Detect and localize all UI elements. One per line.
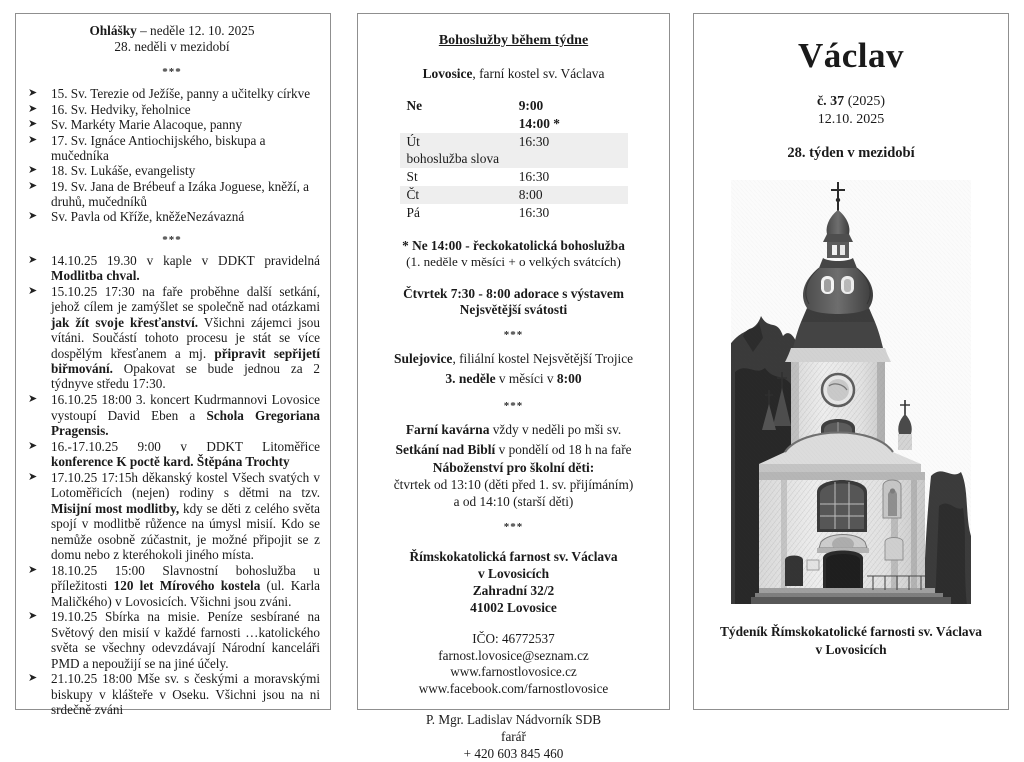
bible-meeting-line bbox=[370, 440, 657, 460]
church-of-st-wenceslas-sketch-icon bbox=[725, 176, 977, 608]
separator-stars-1: *** bbox=[162, 66, 182, 79]
schedule-day: Ne bbox=[406, 98, 423, 113]
arrow-bullet-icon: ➤ bbox=[28, 439, 38, 452]
address-line: 41002 Lovosice bbox=[470, 600, 557, 616]
saint-label: 16. Sv. Hedviky, řeholnice bbox=[51, 101, 191, 117]
event-text-emphasis: konference K poctě kard. Štěpána Trochty bbox=[51, 454, 290, 470]
announcements-title-bold: Ohlášky bbox=[89, 23, 137, 38]
event-text: 18.10.25 15:00 Slavnostní bohoslužba u příležitosti bbox=[51, 562, 320, 594]
table-row bbox=[400, 204, 628, 222]
list-item bbox=[24, 179, 320, 210]
priest-name: P. Mgr. Ladislav Nádvorník SDB bbox=[425, 712, 602, 728]
schedule-time bbox=[519, 150, 628, 168]
arrow-bullet-icon: ➤ bbox=[28, 87, 38, 100]
adoration-line-2: Nejsvětější svátosti bbox=[459, 302, 568, 318]
saints-list bbox=[24, 86, 320, 224]
arrow-bullet-icon: ➤ bbox=[28, 179, 38, 192]
weekly-schedule-table bbox=[400, 97, 628, 222]
event-text: 16.-17.10.25 9:00 v DDKT Litoměřice bbox=[51, 438, 320, 454]
arrow-bullet-icon: ➤ bbox=[28, 563, 38, 576]
sulejovice-time-line bbox=[370, 369, 657, 389]
schedule-time: 8:00 bbox=[519, 186, 628, 204]
table-row bbox=[400, 97, 628, 115]
arrow-bullet-icon: ➤ bbox=[28, 672, 38, 685]
lovosice-parish-line bbox=[370, 66, 657, 82]
announcements-column bbox=[15, 13, 331, 718]
table-row bbox=[400, 150, 628, 168]
list-item bbox=[24, 284, 320, 392]
sulejovice-church-label: , filiální kostel Nejsvětější Trojice bbox=[452, 351, 634, 367]
schedule-day: St bbox=[406, 169, 418, 185]
table-row bbox=[400, 168, 628, 186]
table-row bbox=[400, 186, 628, 204]
caption-line-2: v Lovosicích bbox=[815, 641, 887, 657]
events-list bbox=[24, 253, 320, 718]
arrow-bullet-icon: ➤ bbox=[28, 118, 38, 131]
parish-contact-block bbox=[370, 631, 657, 698]
event-text: (ul. Karla Maličkého) v Lovosicích. Všichni jsou zváni. bbox=[51, 578, 320, 609]
issue-info bbox=[704, 93, 998, 129]
issue-date: 12.10. 2025 bbox=[817, 112, 885, 128]
event-text-emphasis: 120 let Mírového kostela bbox=[113, 578, 261, 594]
arrow-bullet-icon: ➤ bbox=[28, 471, 38, 484]
arrow-bullet-icon: ➤ bbox=[28, 285, 38, 298]
event-text: 17.10.25 17:15h děkanský kostel Všech svatých v Lotoměřicích (nejen) rodiny s dětmi na tzv. bbox=[51, 470, 320, 501]
schedule-time: 16:30 bbox=[518, 204, 550, 220]
caption-line-1: Týdeník Římskokatolické farnosti sv. Václava bbox=[719, 624, 982, 640]
sulejovice-label: Sulejovice bbox=[393, 351, 453, 367]
arrow-bullet-icon: ➤ bbox=[28, 133, 38, 146]
lovosice-label: Lovosice bbox=[422, 66, 473, 81]
schedule-day bbox=[400, 115, 519, 133]
arrow-bullet-icon: ➤ bbox=[28, 210, 38, 223]
list-item bbox=[24, 671, 320, 717]
announcements-title-rest: – neděle 12. 10. 2025 bbox=[136, 23, 255, 38]
arrow-bullet-icon: ➤ bbox=[28, 164, 38, 177]
separator-stars-5: *** bbox=[503, 521, 524, 534]
table-row bbox=[400, 133, 628, 151]
list-item bbox=[24, 563, 320, 609]
event-text: 19.10.25 Sbírka na misie. Peníze sesbírané na Světový den misií v každé farnosti …katolického světa se všechny odevzdávají Národní kanceláři PMD a nepoužijí se na jiné účely. bbox=[51, 609, 320, 671]
issue-number-line bbox=[704, 93, 998, 111]
issue-year: (2025) bbox=[844, 94, 886, 109]
website-url[interactable]: www.farnostlovosice.cz bbox=[450, 664, 577, 680]
sulejovice-time-value: 8:00 bbox=[556, 371, 582, 387]
list-item bbox=[24, 163, 320, 178]
priest-role: farář bbox=[501, 729, 526, 745]
separator-stars-3: *** bbox=[503, 329, 524, 342]
list-item bbox=[24, 439, 320, 470]
bible-meeting-label: Setkání nad Biblí bbox=[395, 442, 496, 458]
event-text-emphasis: Modlitba chval. bbox=[51, 268, 140, 284]
email-address[interactable]: farnost.lovosice@seznam.cz bbox=[438, 647, 589, 663]
address-line: Římskokatolická farnost sv. Václava bbox=[409, 549, 618, 565]
announcements-title bbox=[24, 23, 320, 39]
schedule-time: 9:00 bbox=[518, 98, 544, 113]
adoration-line-1: Čtvrtek 7:30 - 8:00 adorace s výstavem bbox=[403, 285, 624, 301]
arrow-bullet-icon: ➤ bbox=[28, 610, 38, 623]
event-text-emphasis: Schola Gregoriana Pragensis. bbox=[51, 407, 321, 438]
greek-catholic-note-bold: * Ne 14:00 - řeckokatolická bohoslužba bbox=[402, 237, 625, 253]
separator-stars-4: *** bbox=[503, 400, 524, 413]
arrow-bullet-icon: ➤ bbox=[28, 102, 38, 115]
event-text: 16.10.25 18:00 3. koncert Kudrmannovi Lovosice vystoupí David Eben a bbox=[51, 392, 320, 423]
greek-catholic-note-detail: (1. neděle v měsíci + o velkých svátcích) bbox=[406, 253, 621, 269]
greek-catholic-note bbox=[370, 238, 657, 270]
page-title: Václav bbox=[797, 36, 905, 75]
arrow-bullet-icon: ➤ bbox=[28, 253, 38, 266]
bible-meeting-detail: v pondělí od 18 h na faře bbox=[495, 442, 632, 458]
religion-classes-line-2: a od 14:10 (starší děti) bbox=[453, 493, 574, 509]
schedule-day: Út bbox=[400, 133, 519, 151]
services-heading: Bohoslužby během týdne bbox=[438, 33, 589, 48]
saint-label: Sv. Pavla od Kříže, kněžeNezávazná bbox=[51, 209, 245, 225]
list-item bbox=[24, 392, 320, 438]
facebook-url[interactable]: www.facebook.com/farnostlovosice bbox=[418, 680, 609, 696]
arrow-bullet-icon: ➤ bbox=[28, 393, 38, 406]
event-text-emphasis: Misijní most modlitby, bbox=[51, 500, 180, 516]
event-text: 14.10.25 19.30 v kaple v DDKT pravidelná bbox=[51, 252, 320, 268]
list-item bbox=[24, 253, 320, 284]
ico-number: IČO: 46772537 bbox=[472, 630, 555, 646]
schedule-time: 16:30 bbox=[518, 169, 550, 185]
parish-address-block bbox=[370, 549, 657, 617]
religion-classes-line-1: čtvrtek od 13:10 (děti před 1. sv. přijímáním) bbox=[393, 477, 634, 493]
event-text: kdy se děti z celého světa spojí v modlitbě růžence na úmysl misií. Kdo se nemůže osobně zúčastnit, je možné připojit se z domu nebo z kteréhokoli jiného místa. bbox=[51, 500, 320, 562]
announcements-subtitle: 28. neděli v mezidobí bbox=[114, 39, 230, 55]
saint-label: 15. Sv. Terezie od Ježíše, panny a učitelky církve bbox=[51, 86, 311, 102]
sulejovice-block bbox=[370, 349, 657, 389]
parish-activities-block bbox=[370, 420, 657, 510]
list-item bbox=[24, 470, 320, 562]
event-text: Opakovat se bude jednou za 2 týdnyve středu 17:30. bbox=[51, 360, 320, 392]
parish-cafe-line bbox=[370, 420, 657, 440]
adoration-note bbox=[370, 286, 657, 318]
event-text: 21.10.25 18:00 Mše sv. s českými a moravskými biskupy v klášteře v Oseku. Všichni jsou na ni srdečně zváni bbox=[51, 671, 320, 718]
table-row bbox=[400, 115, 628, 133]
list-item bbox=[24, 609, 320, 671]
event-text-emphasis: připravit sepřijetí biřmování. bbox=[51, 345, 320, 376]
address-line: Zahradní 32/2 bbox=[472, 583, 555, 599]
saint-label: Sv. Markéty Marie Alacoque, panny bbox=[51, 117, 243, 133]
liturgical-week: 28. týden v mezidobí bbox=[787, 145, 915, 162]
issue-number: č. 37 bbox=[816, 94, 845, 109]
saint-label: 19. Sv. Jana de Brébeuf a Izáka Joguese, kněží, a druhů, mučedníků bbox=[51, 178, 310, 210]
parish-cafe-detail: vždy v neděli po mši sv. bbox=[489, 422, 622, 438]
saint-label: 17. Sv. Ignáce Antiochijského, biskupa a mučedníka bbox=[51, 132, 266, 163]
priest-block bbox=[370, 712, 657, 762]
list-item bbox=[24, 133, 320, 164]
sulejovice-week-label: 3. neděle bbox=[445, 371, 496, 387]
schedule-day: Pá bbox=[406, 204, 420, 220]
list-item bbox=[24, 117, 320, 132]
event-text-emphasis: jak žít svoje křesťanství. bbox=[51, 314, 199, 330]
lovosice-church-label: , farní kostel sv. Václava bbox=[472, 66, 605, 81]
list-item bbox=[24, 209, 320, 224]
masthead-caption bbox=[704, 623, 998, 657]
list-item bbox=[24, 102, 320, 117]
schedule-time: 16:30 bbox=[519, 133, 628, 151]
masthead-column bbox=[693, 13, 1009, 710]
saint-label: 18. Sv. Lukáše, evangelisty bbox=[51, 163, 196, 179]
event-text: Všichni zájemci jsou vítáni. Součástí tohoto procesu je stát se více dospělým křesťanem a mj. bbox=[51, 314, 320, 361]
sulejovice-month-label: v měsíci v bbox=[495, 371, 557, 387]
church-photo bbox=[725, 176, 977, 608]
event-text: 15.10.25 17:30 na faře proběhne další setkání, jehož cílem je zamýšlet se společně nad otázkami bbox=[51, 284, 320, 315]
list-item bbox=[24, 86, 320, 101]
address-line: v Lovosicích bbox=[477, 566, 550, 582]
schedule-day: bohoslužba slova bbox=[400, 150, 519, 168]
separator-stars-2: *** bbox=[162, 233, 182, 246]
services-column bbox=[357, 13, 670, 761]
parish-cafe-label: Farní kavárna bbox=[405, 422, 490, 438]
schedule-time: 14:00 * bbox=[518, 115, 560, 131]
schedule-day: Čt bbox=[400, 186, 519, 204]
priest-phone[interactable]: + 420 603 845 460 bbox=[463, 745, 564, 761]
religion-classes-label: Náboženství pro školní děti: bbox=[432, 460, 595, 476]
sulejovice-parish-line bbox=[370, 349, 657, 369]
